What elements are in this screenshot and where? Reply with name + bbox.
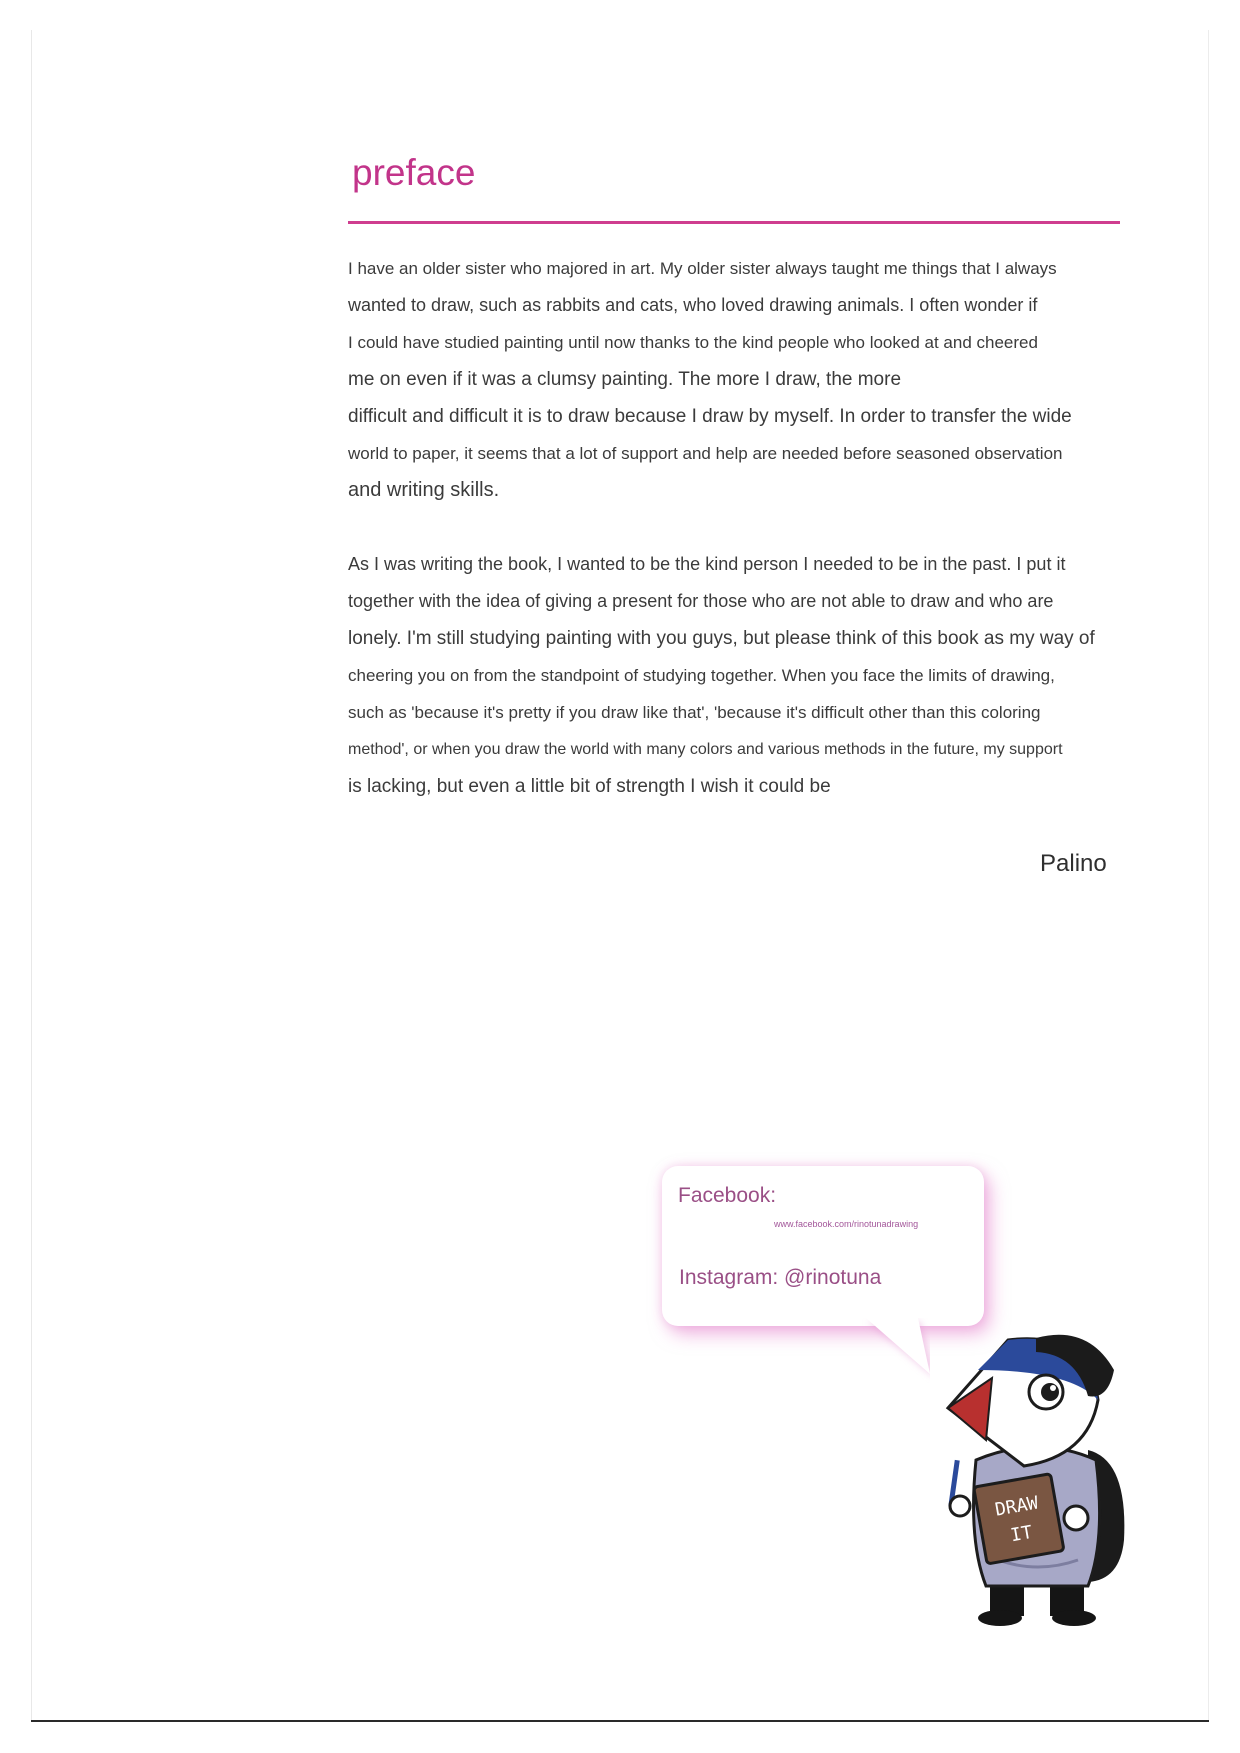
text-line: cheering you on from the standpoint of studying together. When you face the limits of drawing,	[348, 666, 1055, 685]
author-signature: Palino	[1040, 850, 1107, 877]
text-line: difficult and difficult it is to draw because I draw by myself. In order to transfer the wide	[348, 406, 1072, 427]
text-line: lonely. I'm still studying painting with you guys, but please think of this book as my way of	[348, 628, 1095, 649]
title-divider	[348, 221, 1120, 224]
text-line: such as 'because it's pretty if you draw like that', 'because it's difficult other than this coloring	[348, 703, 1041, 722]
text-line: together with the idea of giving a present for those who are not able to draw and who are	[348, 591, 1054, 611]
preface-paragraph-1	[348, 250, 1126, 509]
page-edge-right	[1208, 30, 1209, 1720]
text-line: world to paper, it seems that a lot of support and help are needed before seasoned observation	[348, 444, 1063, 463]
text-line: I have an older sister who majored in art. My older sister always taught me things that I always	[348, 259, 1057, 278]
page-edge-left	[31, 30, 32, 1720]
page-title: preface	[352, 152, 476, 193]
preface-paragraph-2	[348, 546, 1126, 805]
facebook-link[interactable]: www.facebook.com/rinotunadrawing	[774, 1219, 919, 1229]
text-line: method', or when you draw the world with many colors and various methods in the future, my support	[348, 741, 1063, 758]
fish-mascot-illustration	[938, 1330, 1138, 1630]
text-line: As I was writing the book, I wanted to be the kind person I needed to be in the past. I put it	[348, 554, 1066, 574]
instagram-handle: Instagram: @rinotuna	[679, 1266, 882, 1289]
text-line: wanted to draw, such as rabbits and cats, who loved drawing animals. I often wonder if	[348, 295, 1038, 315]
sketchbook-text-it: IT	[1009, 1521, 1035, 1547]
facebook-label: Facebook:	[678, 1184, 777, 1207]
speech-bubble-tail	[860, 1318, 930, 1384]
text-line: I could have studied painting until now thanks to the kind people who looked at and cheered	[348, 333, 1038, 352]
page-bottom-border	[31, 1720, 1209, 1722]
text-line: and writing skills.	[348, 479, 500, 501]
sketchbook-text-draw: DRAW	[993, 1492, 1040, 1521]
text-line: me on even if it was a clumsy painting. The more I draw, the more	[348, 369, 902, 390]
text-line: is lacking, but even a little bit of strength I wish it could be	[348, 776, 831, 797]
